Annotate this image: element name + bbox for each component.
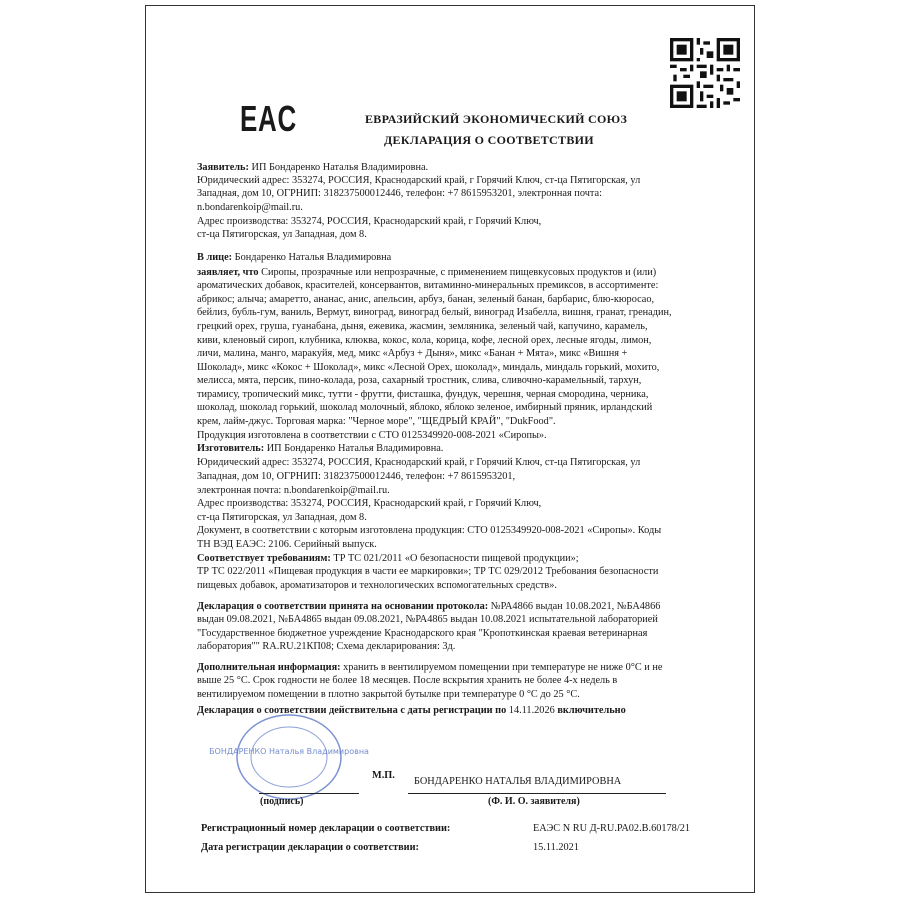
manufacturer-line: Адрес производства: 353274, РОССИЯ, Краснодарский край, г Горячий Ключ, xyxy=(197,498,542,509)
company-stamp xyxy=(209,712,369,802)
signature-line xyxy=(259,793,359,794)
applicant-label: Заявитель: xyxy=(197,162,249,173)
additional-label: Дополнительная информация: xyxy=(197,662,341,673)
applicant-line: Западная, дом 10, ОГРНИП: 318237500012446, телефон: +7 8615953201, электронная почта: xyxy=(197,188,602,199)
validity-label: Декларация о соответствии действительна с даты регистрации по xyxy=(197,705,507,716)
manufacturer-label: Изготовитель: xyxy=(197,443,265,454)
declares-line: Продукция изготовлена в соответствии с СТО 0125349920-008-2021 «Сиропы». xyxy=(197,430,547,441)
declares-line: мелисса, мята, персик, пино-колада, роза, сахарный тростник, слива, сливочно-карамельный, тархун, xyxy=(197,375,642,386)
declaration-title: ДЕКЛАРАЦИЯ О СООТВЕТСТВИИ xyxy=(384,133,594,147)
reg-date-label: Дата регистрации декларации о соответствии: xyxy=(201,842,419,853)
additional-line: Дополнительная информация: хранить в вентилируемом помещении при температуре не ниже 0°С и не xyxy=(197,662,663,673)
declares-line: Шоколад», микс «Кокос + Шоколад», микс «Лесной Орех, шоколад», миндаль, миндаль горький, мохито, xyxy=(197,362,660,373)
qr-code xyxy=(670,38,740,108)
declares-line: ароматических добавок, красителей, консервантов, витаминно-минеральных премиксов, в ассортименте: xyxy=(197,280,659,291)
applicant-name: БОНДАРЕНКО НАТАЛЬЯ ВЛАДИМИРОВНА xyxy=(414,776,622,787)
signature-caption: (подпись) xyxy=(260,796,304,807)
person-line: В лице: Бондаренко Наталья Владимировна xyxy=(197,252,392,263)
requirements-line: Соответствует требованиям: ТР ТС 021/2011 «О безопасности пищевой продукции»; xyxy=(197,553,579,564)
protocol-line: "Государственное бюджетное учреждение Краснодарского края "Кропоткинская краевая ветеринарная xyxy=(197,628,648,639)
manufacturer-line: Западная, дом 10, ОГРНИП: 318237500012446, телефон: +7 8615953201, xyxy=(197,471,516,482)
declares-line: заявляет, что Сиропы, прозрачные или непрозрачные, с применением пищевкусовых продуктов и (или) xyxy=(197,267,657,278)
requirements-line: пищевых добавок, ароматизаторов и технологических вспомогательных средств». xyxy=(197,580,558,591)
declares-line: киви, кленовый сироп, клубника, клюква, кокос, кола, корица, кофе, лесной орех, лесные ягоды, лимон, xyxy=(197,335,652,346)
stamp-text: БОНДАРЕНКО Наталья Владимировна xyxy=(209,747,369,756)
applicant-line: Адрес производства: 353274, РОССИЯ, Краснодарский край, г Горячий Ключ, xyxy=(197,216,542,227)
protocol-line: лаборатория"" RA.RU.21КП08; Схема декларирования: 3д. xyxy=(197,641,456,652)
reg-number: ЕАЭС N RU Д-RU.РА02.В.60178/21 xyxy=(533,823,690,834)
mp-label: М.П. xyxy=(372,770,395,781)
reg-date: 15.11.2021 xyxy=(533,842,579,853)
protocol-line: выдан 09.08.2021, №БА4865 выдан 09.08.2021, №РА4865 выдан 10.08.2021 испытательной лабораторией xyxy=(197,614,658,625)
applicant-line: ст-ца Пятигорская, ул Западная, дом 8. xyxy=(197,229,367,240)
applicant-line: Заявитель: ИП Бондаренко Наталья Владимировна. xyxy=(197,162,429,173)
requirements-label: Соответствует требованиям: xyxy=(197,553,331,564)
name-caption: (Ф. И. О. заявителя) xyxy=(488,796,580,807)
name-line xyxy=(408,793,666,794)
validity-date: 14.11.2026 xyxy=(508,705,555,716)
validity-line: Декларация о соответствии действительна с даты регистрации по 14.11.2026 включительно xyxy=(197,705,626,716)
declares-line: шоколад, шоколад горький, шоколад молочный, яблоко, яблоко зеленое, имбирный пряник, ирландский xyxy=(197,402,653,413)
reg-number-label: Регистрационный номер декларации о соответствии: xyxy=(201,823,451,834)
protocol-label: Декларация о соответствии принята на основании протокола: xyxy=(197,601,489,612)
declares-line: тирамису, тропический микс, тутти - фрутти, фисташка, фундук, черешня, черная смородина, черника, xyxy=(197,389,649,400)
manufacturer-line: Юридический адрес: 353274, РОССИЯ, Краснодарский край, г Горячий Ключ, ст-ца Пятигорская, ул xyxy=(197,457,641,468)
manufacturer-line: ст-ца Пятигорская, ул Западная, дом 8. xyxy=(197,512,367,523)
additional-line: выше 25 °С. Срок годности не более 18 месяцев. После вскрытия хранить не более 4-х недель в xyxy=(197,675,618,686)
person-label: В лице: xyxy=(197,252,233,263)
declares-line: грецкий орех, груша, гуанабана, дыня, ежевика, жасмин, земляника, зеленый чай, капучино, карамель, xyxy=(197,321,648,332)
manufacturer-line: Документ, в соответствии с которым изготовлена продукция: СТО 0125349920-008-2021 «Сиропы». Коды xyxy=(197,525,662,536)
union-title: ЕВРАЗИЙСКИЙ ЭКОНОМИЧЕСКИЙ СОЮЗ xyxy=(365,112,628,126)
applicant-line: Юридический адрес: 353274, РОССИЯ, Краснодарский край, г Горячий Ключ, ст-ца Пятигорская, ул xyxy=(197,175,641,186)
protocol-line: Декларация о соответствии принята на основании протокола: №РА4866 выдан 10.08.2021, №БА4866 xyxy=(197,601,661,612)
additional-line: вентилируемом помещении в плотно закрытой бутылке при температуре 0 °С до 25 °С. xyxy=(197,689,580,700)
manufacturer-line: Изготовитель: ИП Бондаренко Наталья Владимировна. xyxy=(197,443,444,454)
manufacturer-line: ТН ВЭД ЕАЭС: 2106. Серийный выпуск. xyxy=(197,539,377,550)
manufacturer-line: электронная почта: n.bondarenkoip@mail.ru. xyxy=(197,485,390,496)
eac-logo: EAC xyxy=(240,98,297,139)
declares-line: абрикос; алыча; амаретто, ананас, анис, апельсин, арбуз, банан, зеленый банан, барбарис, блю-кюросао, xyxy=(197,294,655,305)
declares-line: крем, лайм-джус. Торговая марка: "Черное море", "ЩЕДРЫЙ КРАЙ", "DukFood". xyxy=(197,416,556,427)
applicant-line: n.bondarenkoip@mail.ru. xyxy=(197,202,303,213)
declares-label: заявляет, что xyxy=(197,267,259,278)
declares-line: бейлиз, бубль-гум, ваниль, Вермут, виноград, виноград белый, виноград Изабелла, вишня, гранат, гренадин, xyxy=(197,307,672,318)
declares-line: личи, малина, манго, маракуйя, мед, микс «Арбуз + Дыня», микс «Банан + Мята», микс «Вишня + xyxy=(197,348,628,359)
requirements-line: ТР ТС 022/2011 «Пищевая продукция в части ее маркировки»; ТР ТС 029/2012 Требования безопасности xyxy=(197,566,659,577)
